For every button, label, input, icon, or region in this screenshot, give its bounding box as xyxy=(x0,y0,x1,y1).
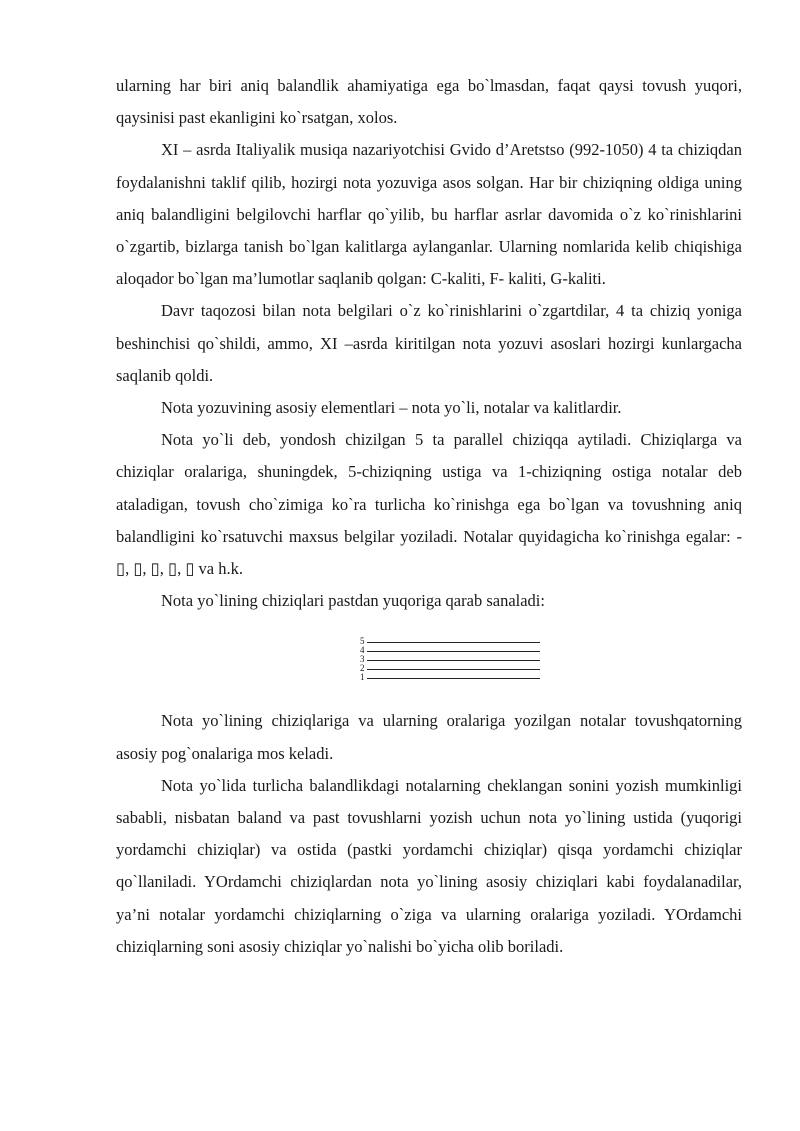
staff-line-5 xyxy=(360,637,540,646)
paragraph-staff-definition: Nota yo`li deb, yondosh chizilgan 5 ta parallel chiziqqa aytiladi. Chiziqlarga va chiziqlar oralariga, shuningdek, 5-chiziqning ustiga va 1-chiziqning ostiga notalar deb ataladigan, tovush cho`zimiga ko`ra turlicha ko`rinishga ega bo`lgan va tovushning aniq balandligini ko`rsatuvchi maxsus belgilar yoziladi. Notalar quyidagicha ko`rinishga egalar: - ▯, ▯, ▯, ▯, ▯ va h.k. xyxy=(116,430,742,579)
paragraph-line-numbering: Nota yo`lining chiziqlari pastdan yuqoriga qarab sanaladi: xyxy=(161,591,545,611)
staff-line-stroke xyxy=(367,660,540,661)
staff-line-1 xyxy=(360,673,540,682)
paragraph-fifth-line: Davr taqozosi bilan nota belgilari o`z ko`rinishlarini o`zgartdilar, 4 ta chiziq yoniga beshinchisi qo`shildi, ammo, XI –asrda kiritilgan nota yozuvi asoslari hozirgi kunlargacha saqlanib qoldi. xyxy=(116,301,742,385)
paragraph-scale-degrees: Nota yo`lining chiziqlariga va ularning oralariga yozilgan notalar tovushqatorning asosiy pog`onalariga mos keladi. xyxy=(116,711,742,763)
staff-line-label: 1 xyxy=(360,672,365,683)
document-page xyxy=(116,70,742,963)
paragraph-continuation: ularning har biri aniq balandlik ahamiyatiga ega bo`lmasdan, faqat qaysi tovush yuqori, qaysinisi past ekanligini ko`rsatgan, xolos. xyxy=(116,76,742,128)
staff-line-4 xyxy=(360,646,540,655)
staff-line-3 xyxy=(360,655,540,664)
paragraph-guido-history: XI – asrda Italiyalik musiqa nazariyotchisi Gvido d’Aretstso (992-1050) 4 ta chiziqdan foydalanishni taklif qilib, hozirgi nota yozuviga asos solgan. Har bir chiziqning oldiga uning aniq balandligini belgilovchi harflar qo`yilib, bu harflar asrlar davomida o`z ko`rinishlarini o`zgartib, bizlarga tanish bo`lgan kalitlarga aylanganlar. Ularning nomlarida kelib chiqishiga aloqador bo`lgan ma’lumotlar saqlanib qolgan: C-kaliti, F- kaliti, G-kaliti. xyxy=(116,140,742,289)
paragraph-ledger-lines: Nota yo`lida turlicha balandlikdagi notalarning cheklangan sonini yozish mumkinligi sababli, nisbatan baland va past tovushlarni yozish uchun nota yo`lining ustida (yuqorigi yordamchi chiziqlar) va ostida (pastki yordamchi chiziqlar) qisqa yordamchi chiziqlar qo`llaniladi. YOrdamchi chiziqlardan nota yo`lining asosiy chiziqlari kabi foydalanadilar, ya’ni notalar yordamchi chiziqlarning o`ziga va ularning oralariga yoziladi. YOrdamchi chiziqlarning soni asosiy chiziqlar yo`nalishi bo`yicha olib boriladi. xyxy=(116,775,742,956)
staff-line-label: 3 xyxy=(360,654,365,665)
staff-line-stroke xyxy=(367,678,540,679)
paragraph-elements: Nota yozuvining asosiy elementlari – nota yo`li, notalar va kalitlardir. xyxy=(161,398,622,418)
staff-line-stroke xyxy=(367,669,540,670)
staff-line-stroke xyxy=(367,642,540,643)
staff-line-2 xyxy=(360,664,540,673)
staff-line-label: 5 xyxy=(360,636,365,647)
staff-line-label: 4 xyxy=(360,645,365,656)
staff-line-stroke xyxy=(367,651,540,652)
staff-line-label: 2 xyxy=(360,663,365,674)
staff-diagram xyxy=(360,637,540,687)
